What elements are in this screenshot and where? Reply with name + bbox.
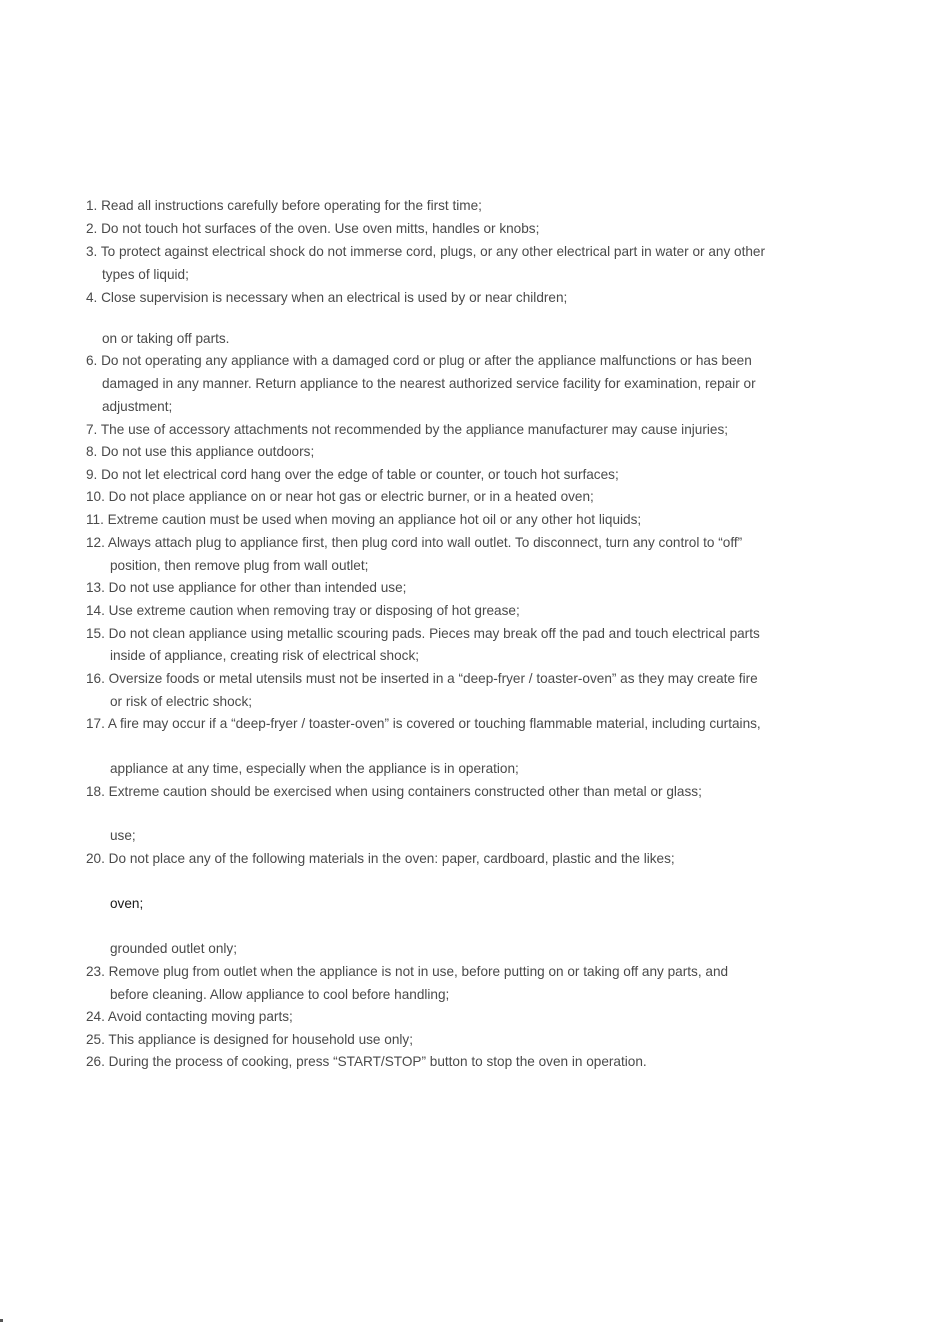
instruction-item-22-end: grounded outlet only; xyxy=(110,941,237,956)
instruction-item-6: 6. Do not operating any appliance with a damaged cord or plug or after the appliance malfunctions or has been xyxy=(86,353,752,368)
instruction-item-6-continued-2: adjustment; xyxy=(102,399,173,414)
instruction-item-21-end: oven; xyxy=(110,896,144,911)
instruction-item-12: 12. Always attach plug to appliance first, then plug cord into wall outlet. To disconnect, turn any control to “off” xyxy=(86,535,743,550)
instruction-item-4: 4. Close supervision is necessary when an electrical is used by or near children; xyxy=(86,290,568,305)
instruction-item-14: 14. Use extreme caution when removing tray or disposing of hot grease; xyxy=(86,603,520,618)
instruction-item-12-continued: position, then remove plug from wall outlet; xyxy=(110,558,369,573)
instruction-item-16: 16. Oversize foods or metal utensils must not be inserted in a “deep-fryer / toaster-oven” as they may create fire xyxy=(86,671,758,686)
instruction-item-9: 9. Do not let electrical cord hang over the edge of table or counter, or touch hot surfaces; xyxy=(86,467,619,482)
instruction-item-18: 18. Extreme caution should be exercised when using containers constructed other than metal or glass; xyxy=(86,784,702,799)
instruction-item-25: 25. This appliance is designed for household use only; xyxy=(86,1032,413,1047)
instruction-item-15: 15. Do not clean appliance using metallic scouring pads. Pieces may break off the pad and touch electrical parts xyxy=(86,626,760,641)
instruction-item-26: 26. During the process of cooking, press “START/STOP” button to stop the oven in operation. xyxy=(86,1054,647,1069)
instruction-item-23-continued: before cleaning. Allow appliance to cool before handling; xyxy=(110,987,450,1002)
instruction-item-1: 1. Read all instructions carefully before operating for the first time; xyxy=(86,198,482,213)
instruction-item-6-continued: damaged in any manner. Return appliance to the nearest authorized service facility for examination, repair or xyxy=(102,376,756,391)
instruction-item-24: 24. Avoid contacting moving parts; xyxy=(86,1009,293,1024)
corner-dot xyxy=(0,1319,3,1322)
instruction-item-19-end: use; xyxy=(110,828,136,843)
instruction-item-19-continued: appliance at any time, especially when the appliance is in operation; xyxy=(110,761,519,776)
instruction-item-15-continued: inside of appliance, creating risk of electrical shock; xyxy=(110,648,420,663)
instruction-item-16-continued: or risk of electric shock; xyxy=(110,694,253,709)
instruction-item-11: 11. Extreme caution must be used when moving an appliance hot oil or any other hot liquids; xyxy=(86,512,642,527)
instruction-item-8: 8. Do not use this appliance outdoors; xyxy=(86,444,315,459)
instruction-item-3: 3. To protect against electrical shock do not immerse cord, plugs, or any other electrical part in water or any other xyxy=(86,244,766,259)
instruction-item-23: 23. Remove plug from outlet when the appliance is not in use, before putting on or taking off any parts, and xyxy=(86,964,729,979)
instruction-item-3-continued: types of liquid; xyxy=(102,267,189,282)
instruction-item-13: 13. Do not use appliance for other than intended use; xyxy=(86,580,407,595)
instruction-item-17: 17. A fire may occur if a “deep-fryer / toaster-oven” is covered or touching flammable material, including curtains, xyxy=(86,716,761,731)
instruction-item-10: 10. Do not place appliance on or near hot gas or electric burner, or in a heated oven; xyxy=(86,489,594,504)
instruction-item-20: 20. Do not place any of the following materials in the oven: paper, cardboard, plastic and the likes; xyxy=(86,851,675,866)
instruction-item-7: 7. The use of accessory attachments not recommended by the appliance manufacturer may cause injuries; xyxy=(86,422,729,437)
instruction-item-5-continued: on or taking off parts. xyxy=(102,331,230,346)
instruction-item-2: 2. Do not touch hot surfaces of the oven. Use oven mitts, handles or knobs; xyxy=(86,221,540,236)
